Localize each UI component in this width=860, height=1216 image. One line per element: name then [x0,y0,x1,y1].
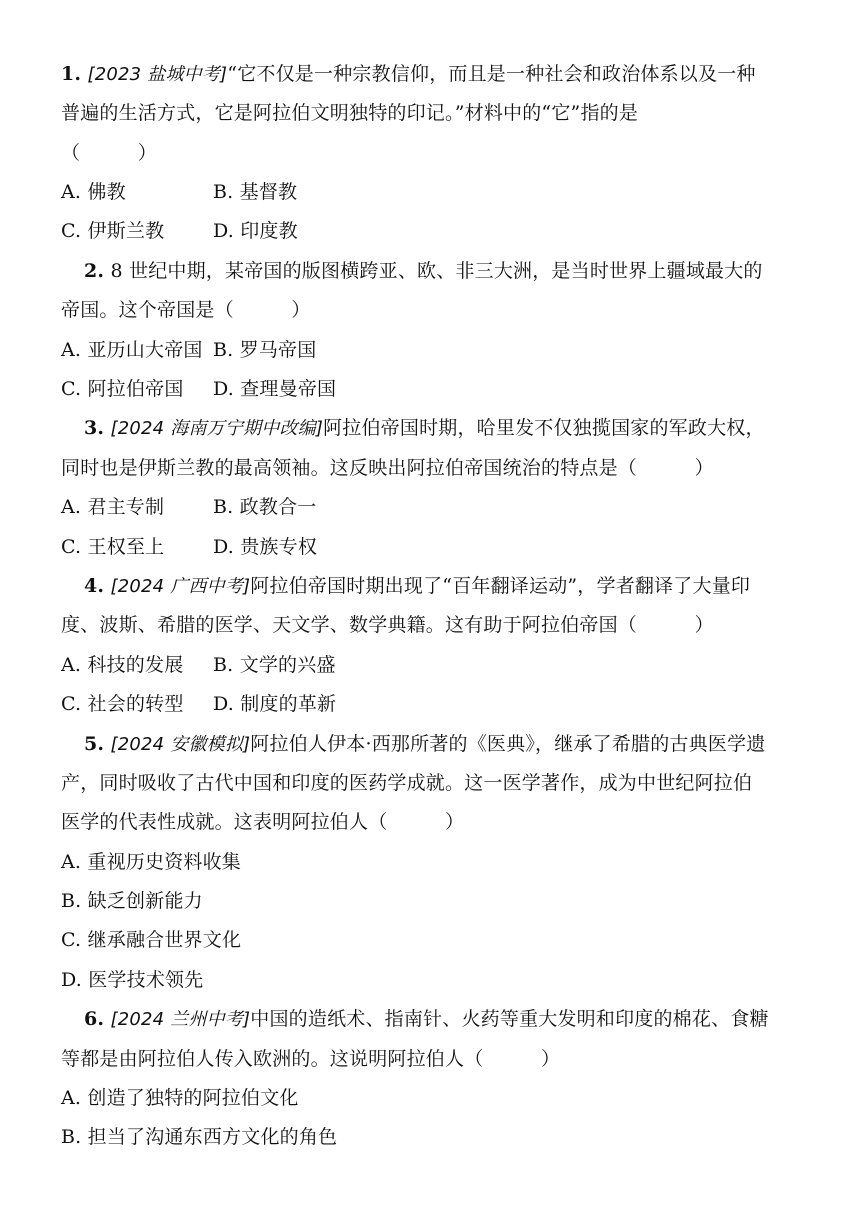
question-3-option-a: A. 君主专制 [61,496,165,518]
question-4-options-row-1 [61,653,336,677]
question-2-number: 2. [84,260,105,282]
question-2-text: 8 世纪中期，某帝国的版图横跨亚、欧、非三大洲，是当时世界上疆域最大的 [110,260,763,282]
question-4-option-c: C. 社会的转型 [61,693,184,715]
question-5-option-c: C. 继承融合世界文化 [61,929,242,951]
question-2-options-row-2 [61,377,336,401]
question-3-number: 3. [84,417,105,439]
question-1-options-row-2 [61,219,298,243]
question-6-text: 中国的造纸术、指南针、火药等重大发明和印度的棉花、食糖 [250,1008,769,1030]
question-4-source: [2024 广西中考] [110,576,251,597]
question-5-option-b: B. 缺乏创新能力 [61,890,203,912]
question-5-option-a: A. 重视历史资料收集 [61,851,242,873]
question-3-text: 阿拉伯帝国时期，哈里发不仅独揽国家的军政大权， [323,417,765,439]
question-4-line-2: 度、波斯、希腊的医学、天文学、数学典籍。这有助于阿拉伯帝国（ ） [61,614,714,636]
question-2-line-2: 帝国。这个帝国是（ ） [61,299,311,321]
question-5-line-1 [84,732,765,757]
question-5-number: 5. [84,733,105,755]
question-4-number: 4. [84,575,105,597]
question-1-line-1 [61,62,756,87]
question-3-options-row-2 [61,535,317,559]
question-1-option-c: C. 伊斯兰教 [61,220,165,242]
question-1-option-b: B. 基督教 [213,181,298,203]
question-4-option-b: B. 文学的兴盛 [213,654,336,676]
question-3-option-b: B. 政教合一 [213,496,317,518]
question-6-number: 6. [84,1008,105,1030]
question-1-text: “它不仅是一种宗教信仰，而且是一种社会和政治体系以及一种 [227,63,756,85]
question-1-options-row-1 [61,180,297,204]
question-1-line-2: 普遍的生活方式，它是阿拉伯文明独特的印记。”材料中的“它”指的是 [61,102,639,124]
question-6-line-1 [84,1007,769,1032]
question-2-option-d: D. 查理曼帝国 [213,378,337,400]
question-5-line-3: 医学的代表性成就。这表明阿拉伯人（ ） [61,811,465,833]
question-3-line-2: 同时也是伊斯兰教的最高领袖。这反映出阿拉伯帝国统治的特点是（ ） [61,457,714,479]
question-5-line-2: 产，同时吸收了古代中国和印度的医药学成就。这一医学著作，成为中世纪阿拉伯 [61,772,753,794]
question-3-option-d: D. 贵族专权 [213,536,318,558]
question-3-option-c: C. 王权至上 [61,536,165,558]
question-4-option-a: A. 科技的发展 [61,654,184,676]
question-3-source: [2024 海南万宁期中改编] [110,418,324,439]
question-2-option-a: A. 亚历山大帝国 [61,339,203,361]
question-4-option-d: D. 制度的革新 [213,693,337,715]
question-2-options-row-1 [61,338,316,362]
question-5-text: 阿拉伯人伊本·西那所著的《医典》，继承了希腊的古典医学遗 [250,733,766,755]
question-4-options-row-2 [61,692,336,716]
question-2-line-1 [84,259,763,283]
question-1-option-a: A. 佛教 [61,181,126,203]
question-4-text: 阿拉伯帝国时期出现了“百年翻译运动”，学者翻译了大量印 [250,575,751,597]
question-1-source: [2023 盐城中考] [87,64,228,85]
question-5-option-d: D. 医学技术领先 [61,969,204,991]
question-2-option-c: C. 阿拉伯帝国 [61,378,184,400]
question-6-source: [2024 兰州中考] [110,1009,251,1030]
question-3-line-1 [84,416,765,441]
question-6-line-2: 等都是由阿拉伯人传入欧洲的。这说明阿拉伯人（ ） [61,1048,561,1070]
question-6-option-a: A. 创造了独特的阿拉伯文化 [61,1087,299,1109]
question-3-options-row-1 [61,495,316,519]
question-4-line-1 [84,574,750,599]
question-1-option-d: D. 印度教 [213,220,298,242]
question-2-option-b: B. 罗马帝国 [213,339,317,361]
question-6-option-b: B. 担当了沟通东西方文化的角色 [61,1126,338,1148]
question-1-number: 1. [61,63,82,85]
question-1-blank: （ ） [61,142,158,164]
question-5-source: [2024 安徽模拟] [110,734,251,755]
